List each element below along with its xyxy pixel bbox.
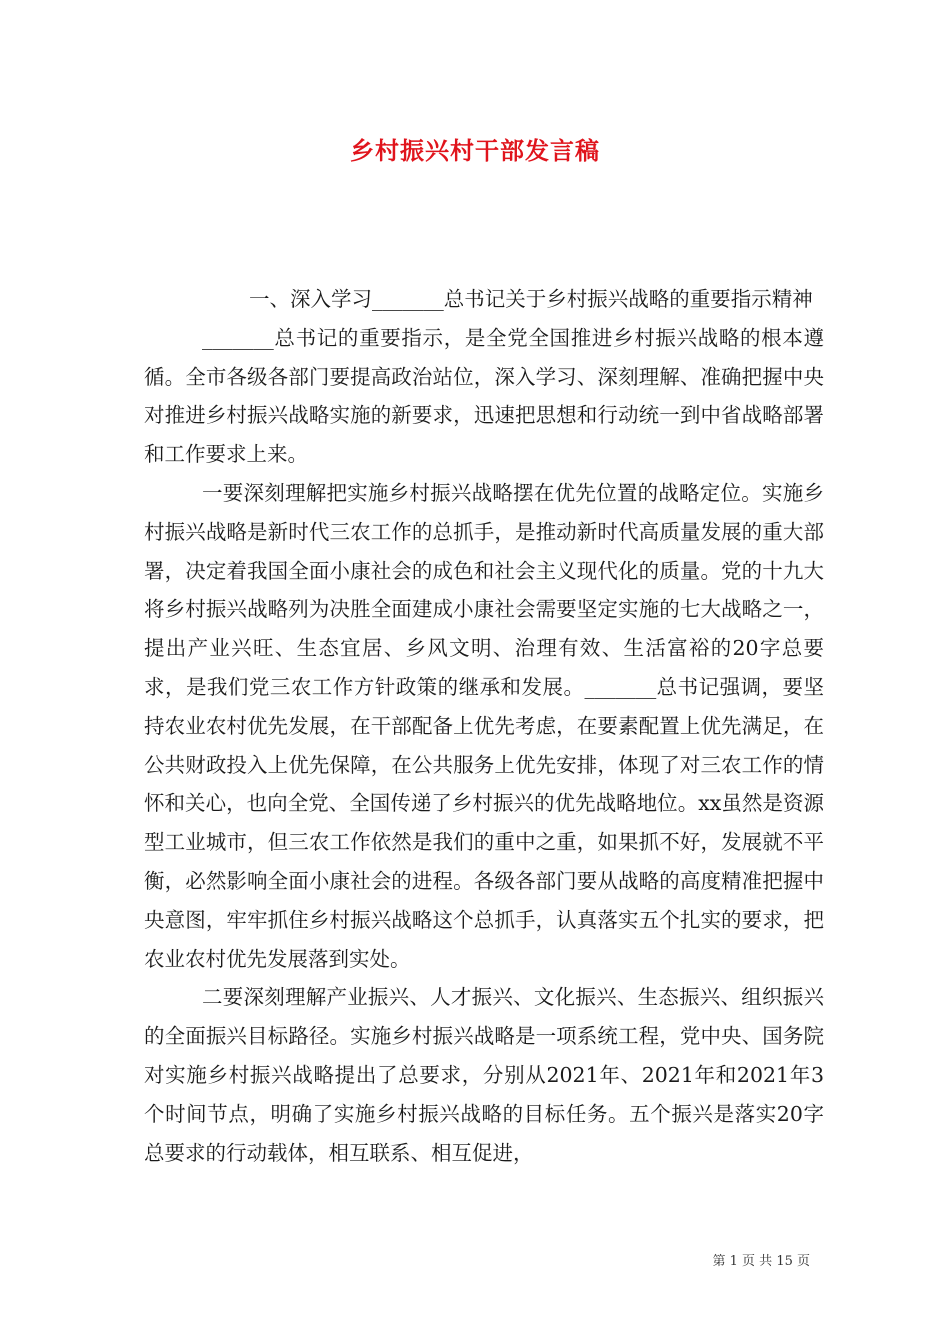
- page-number: 第 1 页 共 15 页: [712, 1254, 810, 1269]
- document-body: [144, 280, 824, 1172]
- document-title: 乡村振兴村干部发言稿: [350, 136, 600, 165]
- paragraph-1: _______总书记的重要指示，是全党全国推进乡村振兴战略的根本遵循。全市各级各部门要提高政治站位，深入学习、深刻理解、准确把握中央对推进乡村振兴战略实施的新要求，迅速把思想和行动统一到中省战略部署和工作要求上来。: [144, 325, 824, 467]
- section-heading: 一、深入学习_______总书记关于乡村振兴战略的重要指示精神: [249, 287, 813, 311]
- paragraph-2: 一要深刻理解把实施乡村振兴战略摆在优先位置的战略定位。实施乡村振兴战略是新时代三农工作的总抓手，是推动新时代高质量发展的重大部署，决定着我国全面小康社会的成色和社会主义现代化的质量。党的十九大将乡村振兴战略列为决胜全面建成小康社会需要坚定实施的七大战略之一，提出产业兴旺、生态宜居、乡风文明、治理有效、生活富裕的20字总要求，是我们党三农工作方针政策的继承和发展。_______总书记强调，要坚持农业农村优先发展，在干部配备上优先考虑，在要素配置上优先满足，在公共财政投入上优先保障，在公共服务上优先安排，体现了对三农工作的情怀和关心，也向全党、全国传递了乡村振兴的优先战略地位。xx虽然是资源型工业城市，但三农工作依然是我们的重中之重，如果抓不好，发展就不平衡，必然影响全面小康社会的进程。各级各部门要从战略的高度精准把握中央意图，牢牢抓住乡村振兴战略这个总抓手，认真落实五个扎实的要求，把农业农村优先发展落到实处。: [144, 480, 824, 971]
- paragraph-3: 二要深刻理解产业振兴、人才振兴、文化振兴、生态振兴、组织振兴的全面振兴目标路径。实施乡村振兴战略是一项系统工程，党中央、国务院对实施乡村振兴战略提出了总要求，分别从2021年、2021年和2021年3个时间节点，明确了实施乡村振兴战略的目标任务。五个振兴是落实20字总要求的行动载体，相互联系、相互促进，: [144, 985, 824, 1165]
